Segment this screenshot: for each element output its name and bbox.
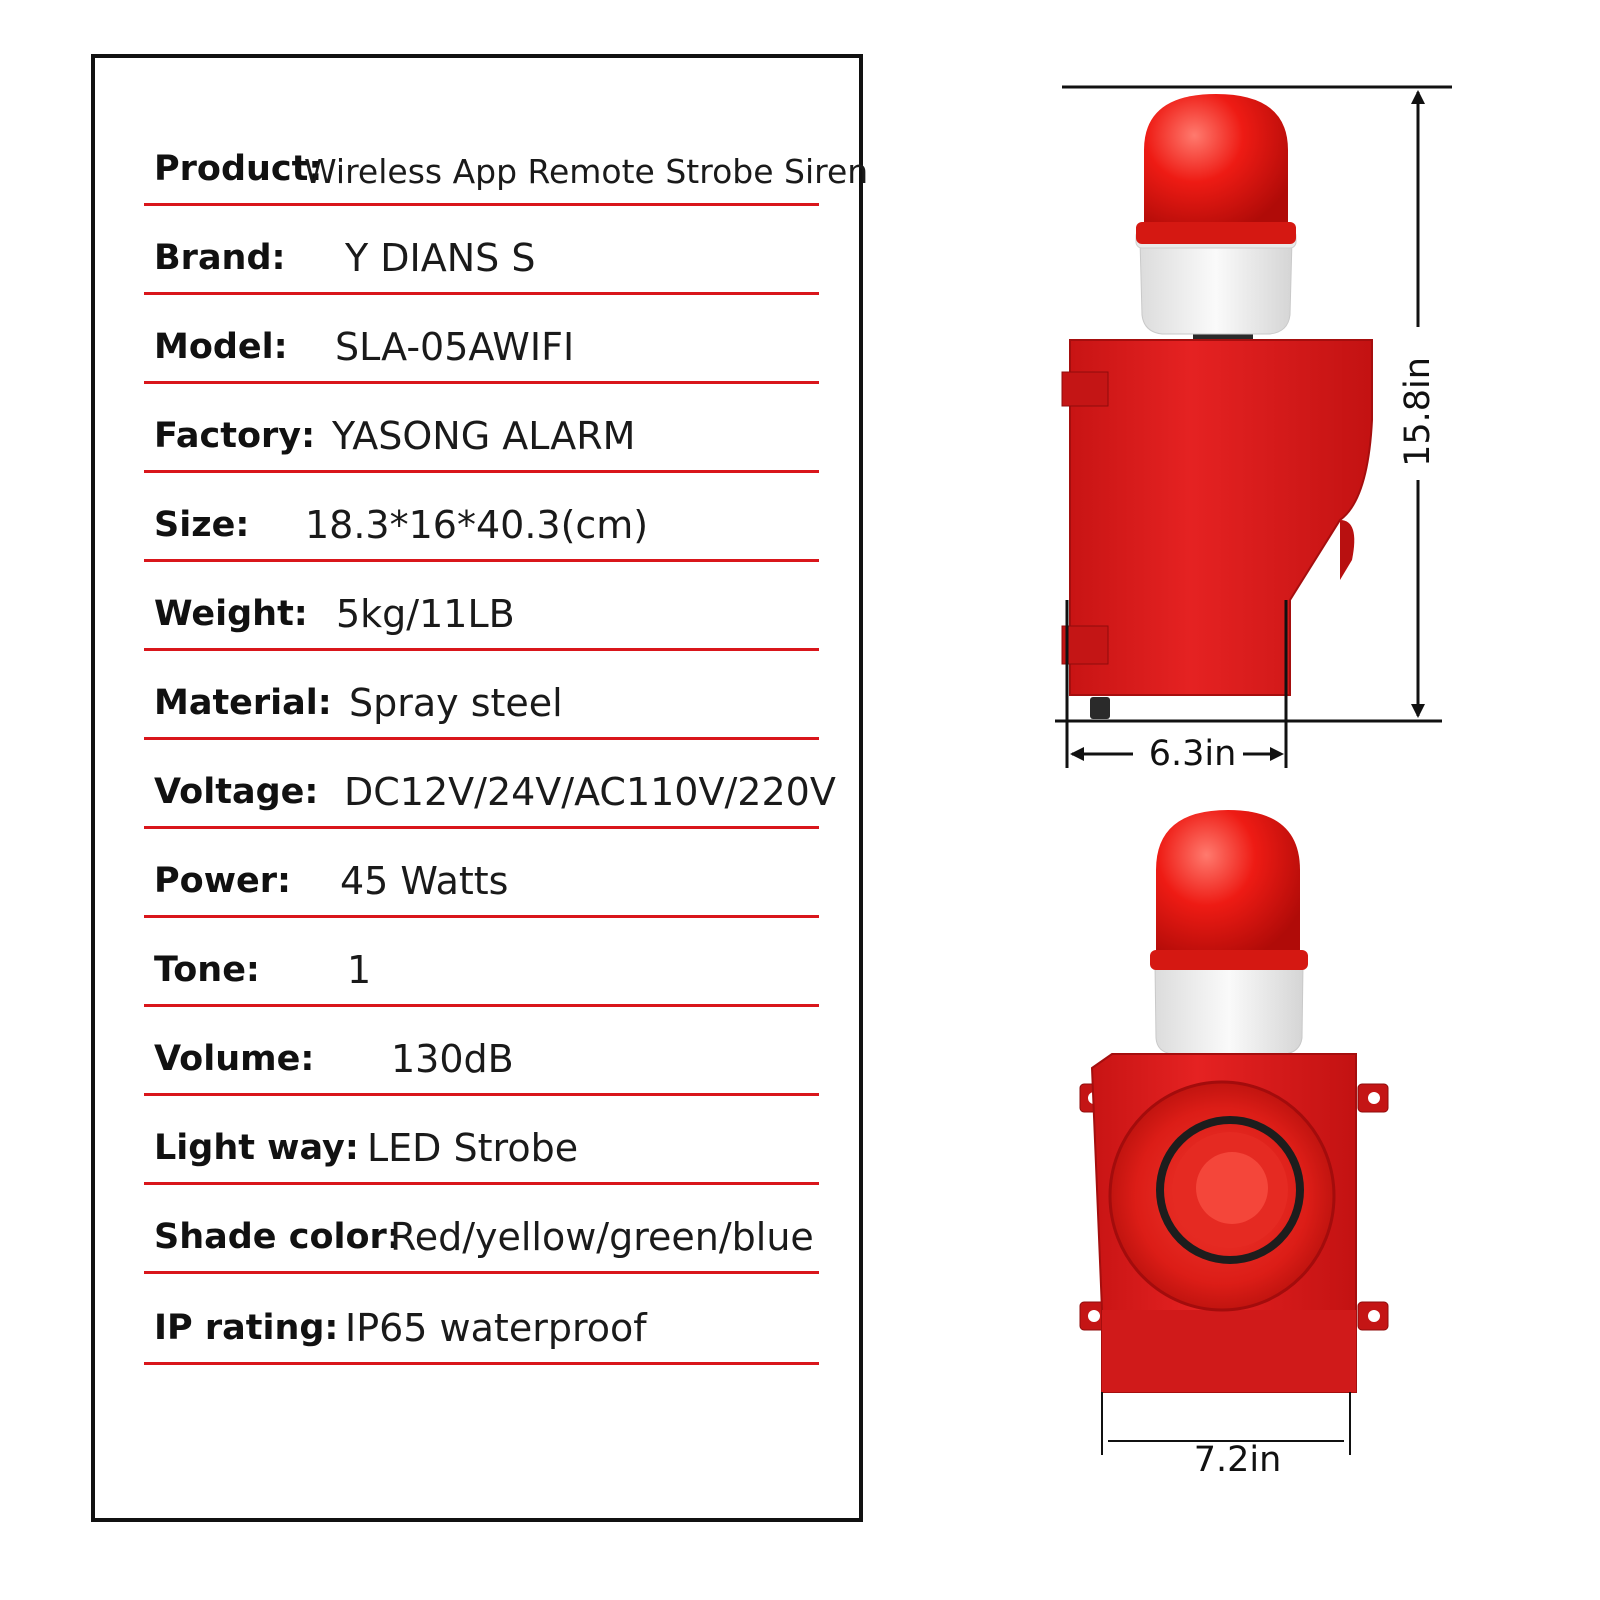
spec-label-model: Model: bbox=[154, 327, 288, 367]
spec-value-tone: 1 bbox=[347, 948, 371, 992]
spec-value-light-way: LED Strobe bbox=[367, 1126, 579, 1170]
width-dimension-label: 7.2in bbox=[1193, 1440, 1282, 1480]
spec-value-product: Wireless App Remote Strobe Siren bbox=[304, 152, 869, 191]
spec-label-size: Size: bbox=[154, 505, 250, 545]
spec-label-weight: Weight: bbox=[154, 594, 308, 634]
spec-value-material: Spray steel bbox=[349, 681, 563, 725]
spec-label-light-way: Light way: bbox=[154, 1128, 359, 1168]
spec-value-brand: Y DIANS S bbox=[345, 236, 536, 280]
siren-front-view bbox=[1080, 810, 1388, 1392]
spec-label-brand: Brand: bbox=[154, 238, 286, 278]
depth-dimension-label: 6.3in bbox=[1148, 734, 1237, 774]
spec-value-weight: 5kg/11LB bbox=[336, 592, 515, 636]
spec-value-power: 45 Watts bbox=[340, 859, 509, 903]
spec-value-ip-rating: IP65 waterproof bbox=[345, 1306, 647, 1350]
spec-label-shade-color: Shade color: bbox=[154, 1217, 401, 1257]
spec-label-volume: Volume: bbox=[154, 1039, 315, 1079]
spec-label-ip-rating: IP rating: bbox=[154, 1308, 339, 1348]
spec-label-power: Power: bbox=[154, 861, 292, 901]
spec-value-size: 18.3*16*40.3(cm) bbox=[305, 503, 649, 547]
spec-label-product: Product: bbox=[154, 149, 323, 189]
spec-value-factory: YASONG ALARM bbox=[332, 414, 636, 458]
spec-value-volume: 130dB bbox=[391, 1037, 514, 1081]
spec-label-voltage: Voltage: bbox=[154, 772, 319, 812]
spec-label-material: Material: bbox=[154, 683, 332, 723]
spec-label-tone: Tone: bbox=[154, 950, 260, 990]
spec-value-shade-color: Red/yellow/green/blue bbox=[390, 1215, 814, 1259]
siren-side-view bbox=[1062, 94, 1372, 719]
spec-value-voltage: DC12V/24V/AC110V/220V bbox=[344, 770, 836, 814]
spec-label-factory: Factory: bbox=[154, 416, 316, 456]
spec-value-model: SLA-05AWIFI bbox=[335, 325, 575, 369]
height-dimension-label: 15.8in bbox=[1398, 357, 1438, 467]
